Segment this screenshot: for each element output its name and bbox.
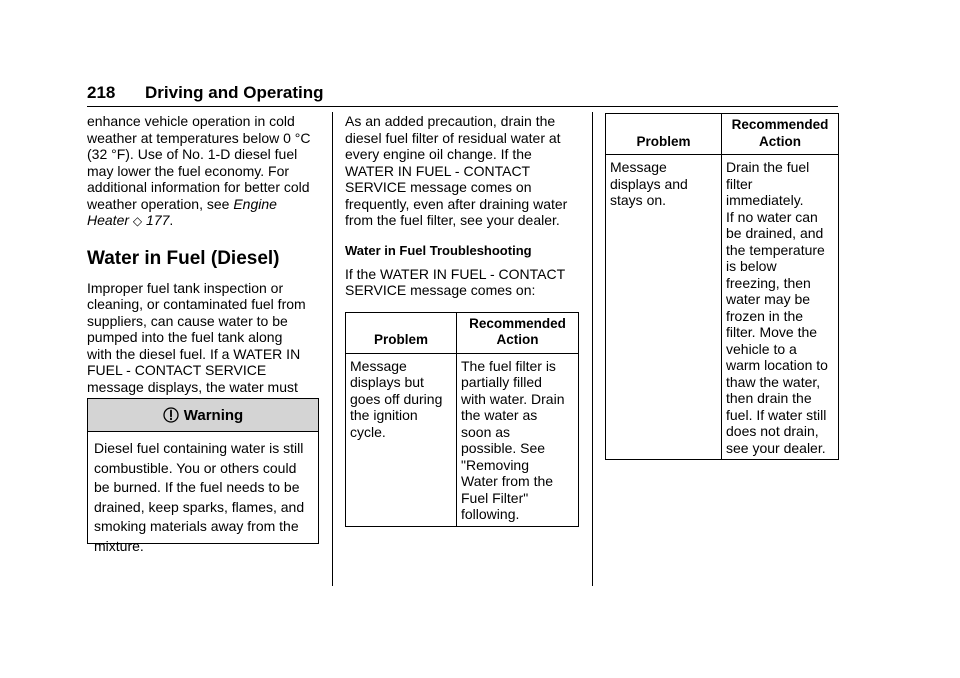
table-row: [346, 353, 579, 526]
warning-text: Diesel fuel containing water is still combustible. You or others could be burned. If the fuel needs to be drained, keep sparks, flames, and smoking materials away from the mixture.: [94, 440, 305, 554]
warning-icon: [163, 407, 179, 423]
column-3: [605, 113, 840, 460]
table-header-row: [606, 114, 839, 155]
table-row: [606, 155, 839, 460]
xref-page[interactable]: 177: [146, 212, 170, 228]
warning-header: [88, 399, 318, 432]
action-cell: The fuel filter is partially filled with water. Drain the water as soon as possible. See "Removing Water from the Fuel Filter" following.: [457, 353, 579, 526]
page-number: 218: [87, 83, 116, 102]
problem-cell: Message displays and stays on.: [606, 155, 722, 460]
section-heading: Water in Fuel (Diesel): [87, 247, 280, 269]
troubleshooting-table-2: [605, 113, 839, 460]
table-header-action: Recommended Action: [722, 114, 839, 155]
column-1: [87, 113, 322, 412]
troubleshooting-lead: If the WATER IN FUEL - CONTACT SERVICE message comes on:: [345, 265, 566, 298]
column-divider-2: [592, 112, 593, 586]
intro-paragraph: enhance vehicle operation in cold weather at temperatures below 0 °C (32 °F). Use of No. 1-D diesel fuel may lower the fuel economy. For additional information for better cold weather operation, see Engine Heater ◇ 177.: [87, 113, 311, 228]
warning-box: [87, 398, 319, 554]
troubleshooting-heading: Water in Fuel Troubleshooting: [345, 242, 532, 258]
xref-link-title[interactable]: Engine: [233, 195, 277, 212]
xref-arrow-icon: ◇: [132, 214, 143, 228]
action-cell: Drain the fuel filter immediately. If no water can be drained, and the temperature is below freezing, then water may be frozen in the filter. Move the vehicle to a warm location to thaw the water, then drain the fuel. If water still does not drain, see your dealer.: [722, 155, 839, 460]
table-header-row: [346, 312, 579, 353]
table-header-problem: Problem: [606, 114, 722, 155]
problem-cell: Message displays but goes off during the ignition cycle.: [346, 353, 457, 526]
precaution-paragraph: As an added precaution, drain the diesel fuel filter of residual water at every engine oil change. If the WATER IN FUEL - CONTACT SERVICE message comes on frequently, even after draining water from the fuel filter, see your dealer.: [345, 113, 568, 228]
warning-title: Warning: [183, 406, 244, 424]
section-title: Driving and Operating: [145, 83, 324, 102]
table-header-problem: Problem: [346, 312, 457, 353]
water-in-fuel-paragraph: Improper fuel tank inspection or cleaning, or contaminated fuel from suppliers, can cause water to be pumped into the fuel tank along with the diesel fuel. If a WATER IN FUEL - CONTACT SERVICE message displays, the water must: [87, 279, 306, 395]
column-divider-1: [332, 112, 333, 586]
xref-link-title-cont[interactable]: Heater: [87, 212, 130, 228]
troubleshooting-table-1: [345, 312, 579, 527]
column-2: [345, 113, 585, 527]
page-header: [87, 82, 838, 107]
table-header-action: Recommended Action: [457, 312, 579, 353]
